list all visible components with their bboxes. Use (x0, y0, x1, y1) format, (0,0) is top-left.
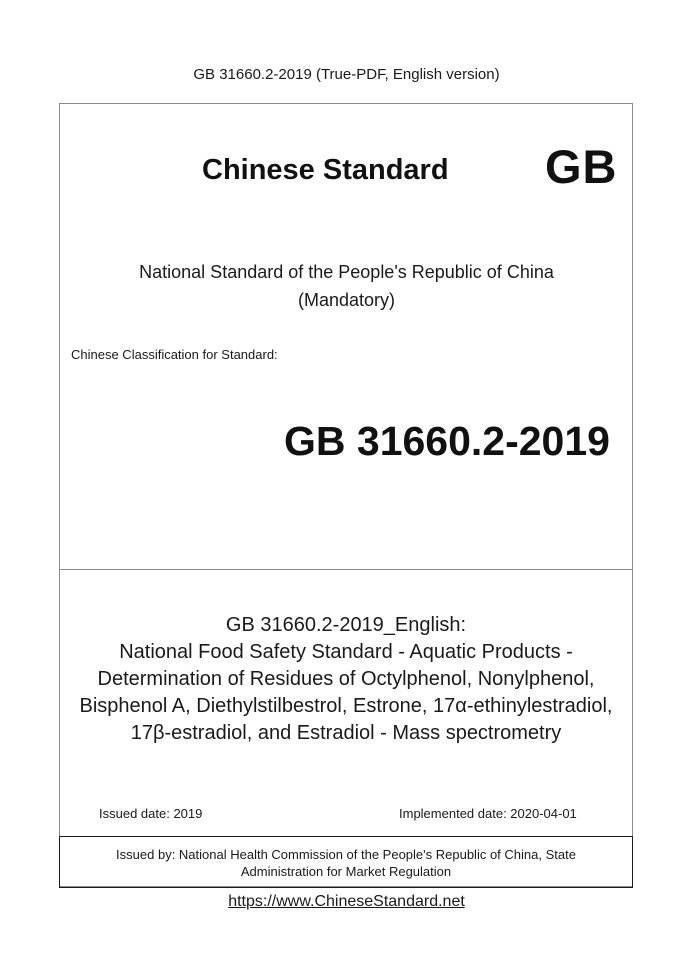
issued-date: Issued date: 2019 (99, 806, 203, 821)
issuer-text (59, 846, 633, 880)
gb-mark: GB (545, 140, 618, 193)
national-standard-line: National Standard of the People's Republic of China (139, 262, 554, 282)
mandatory-line: (Mandatory) (297, 290, 396, 310)
cover-frame (59, 103, 633, 887)
title-line: Determination of Residues of Octylphenol, Nonylphenol, (97, 668, 595, 690)
brand-label: Chinese Standard (202, 154, 449, 186)
classification-label: Chinese Classification for Standard: (71, 347, 278, 362)
national-standard-heading (0, 258, 693, 314)
english-title-block (59, 612, 633, 747)
section-divider (59, 569, 633, 570)
website-link[interactable]: https://www.ChineseStandard.net (228, 893, 465, 910)
document-header-title: GB 31660.2-2019 (True-PDF, English version) (193, 66, 500, 83)
title-line: National Food Safety Standard - Aquatic Products - (119, 641, 573, 663)
issuer-line: Administration for Market Regulation (240, 864, 452, 879)
title-line: Bisphenol A, Diethylstilbestrol, Estrone, 17α-ethinylestradiol, (79, 695, 613, 717)
implemented-date: Implemented date: 2020-04-01 (399, 806, 577, 821)
title-line: 17β-estradiol, and Estradiol - Mass spectrometry (130, 722, 562, 744)
title-line: GB 31660.2-2019_English: (225, 614, 467, 636)
footer (0, 893, 693, 911)
issuer-line: Issued by: National Health Commission of the People's Republic of China, State (116, 847, 576, 862)
standard-number: GB 31660.2-2019 (284, 418, 610, 464)
